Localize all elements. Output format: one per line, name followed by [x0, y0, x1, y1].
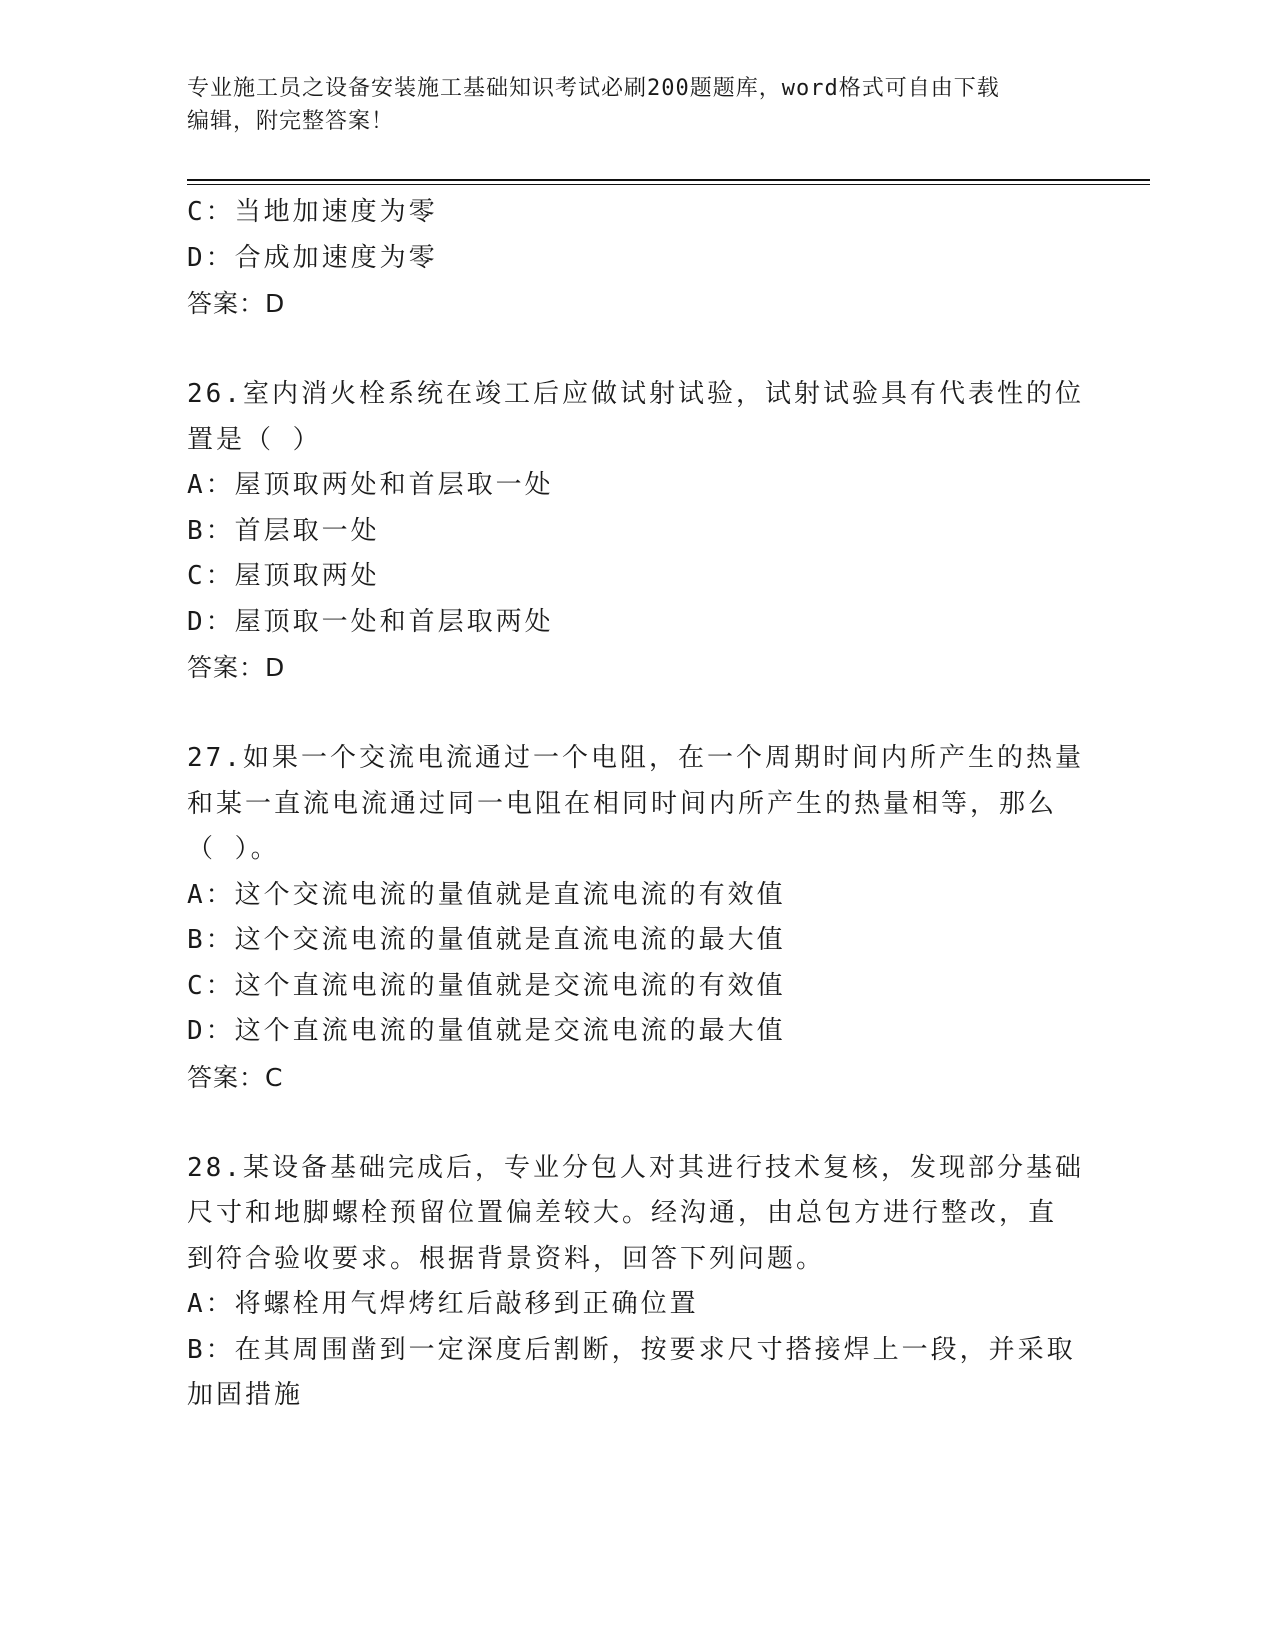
question-stem: 27.如果一个交流电流通过一个电阻，在一个周期时间内所产生的热量	[187, 743, 1084, 773]
option-c: C：当地加速度为零	[187, 197, 438, 227]
question-stem: 置是（ ）	[187, 424, 322, 455]
question-spacer	[187, 1100, 1077, 1146]
option-c: C：屋顶取两处	[187, 561, 380, 591]
option-c: C：这个直流电流的量值就是交流电流的有效值	[187, 970, 786, 1001]
option-d: D：这个直流电流的量值就是交流电流的最大值	[187, 1016, 786, 1046]
option-d: D：屋顶取一处和首层取两处	[187, 606, 554, 637]
option-b: B：这个交流电流的量值就是直流电流的最大值	[187, 925, 786, 955]
option-b-continued: 加固措施	[187, 1380, 304, 1410]
question-spacer	[187, 691, 1077, 737]
question-stem: 到符合验收要求。根据背景资料，回答下列问题。	[187, 1243, 826, 1274]
option-a: A：这个交流电流的量值就是直流电流的有效值	[187, 879, 786, 910]
question-26	[187, 372, 1084, 691]
question-stem: 28.某设备基础完成后，专业分包人对其进行技术复核，发现部分基础	[187, 1152, 1084, 1183]
header-title-line-2: 编辑，附完整答案！	[187, 109, 395, 134]
question-spacer	[187, 327, 1077, 373]
option-b: B：在其周围凿到一定深度后割断，按要求尺寸搭接焊上一段，并采取	[187, 1334, 1076, 1365]
header-divider-thick	[187, 179, 1150, 181]
answer-label: 答案：D	[187, 653, 286, 682]
question-28	[187, 1146, 1084, 1419]
header-divider-thin	[187, 184, 1150, 185]
option-d: D：合成加速度为零	[187, 242, 438, 273]
question-stem: （ ）。	[187, 834, 280, 864]
option-a: A：屋顶取两处和首层取一处	[187, 470, 554, 500]
question-list	[187, 190, 1084, 1419]
question-25	[187, 190, 1077, 327]
answer-label: 答案：D	[187, 289, 286, 318]
question-27	[187, 736, 1084, 1100]
page-header	[187, 72, 1067, 138]
header-title-line-1: 专业施工员之设备安装施工基础知识考试必刷200题题库，word格式可自由下载	[187, 76, 1000, 101]
answer-label: 答案：C	[187, 1062, 284, 1092]
option-b: B：首层取一处	[187, 515, 380, 546]
question-stem: 26.室内消火栓系统在竣工后应做试射试验，试射试验具有代表性的位	[187, 379, 1084, 409]
question-stem: 尺寸和地脚螺栓预留位置偏差较大。经沟通，由总包方进行整改，直	[187, 1198, 1058, 1228]
option-a: A：将螺栓用气焊烤红后敲移到正确位置	[187, 1289, 699, 1319]
question-stem: 和某一直流电流通过同一电阻在相同时间内所产生的热量相等，那么	[187, 788, 1058, 819]
